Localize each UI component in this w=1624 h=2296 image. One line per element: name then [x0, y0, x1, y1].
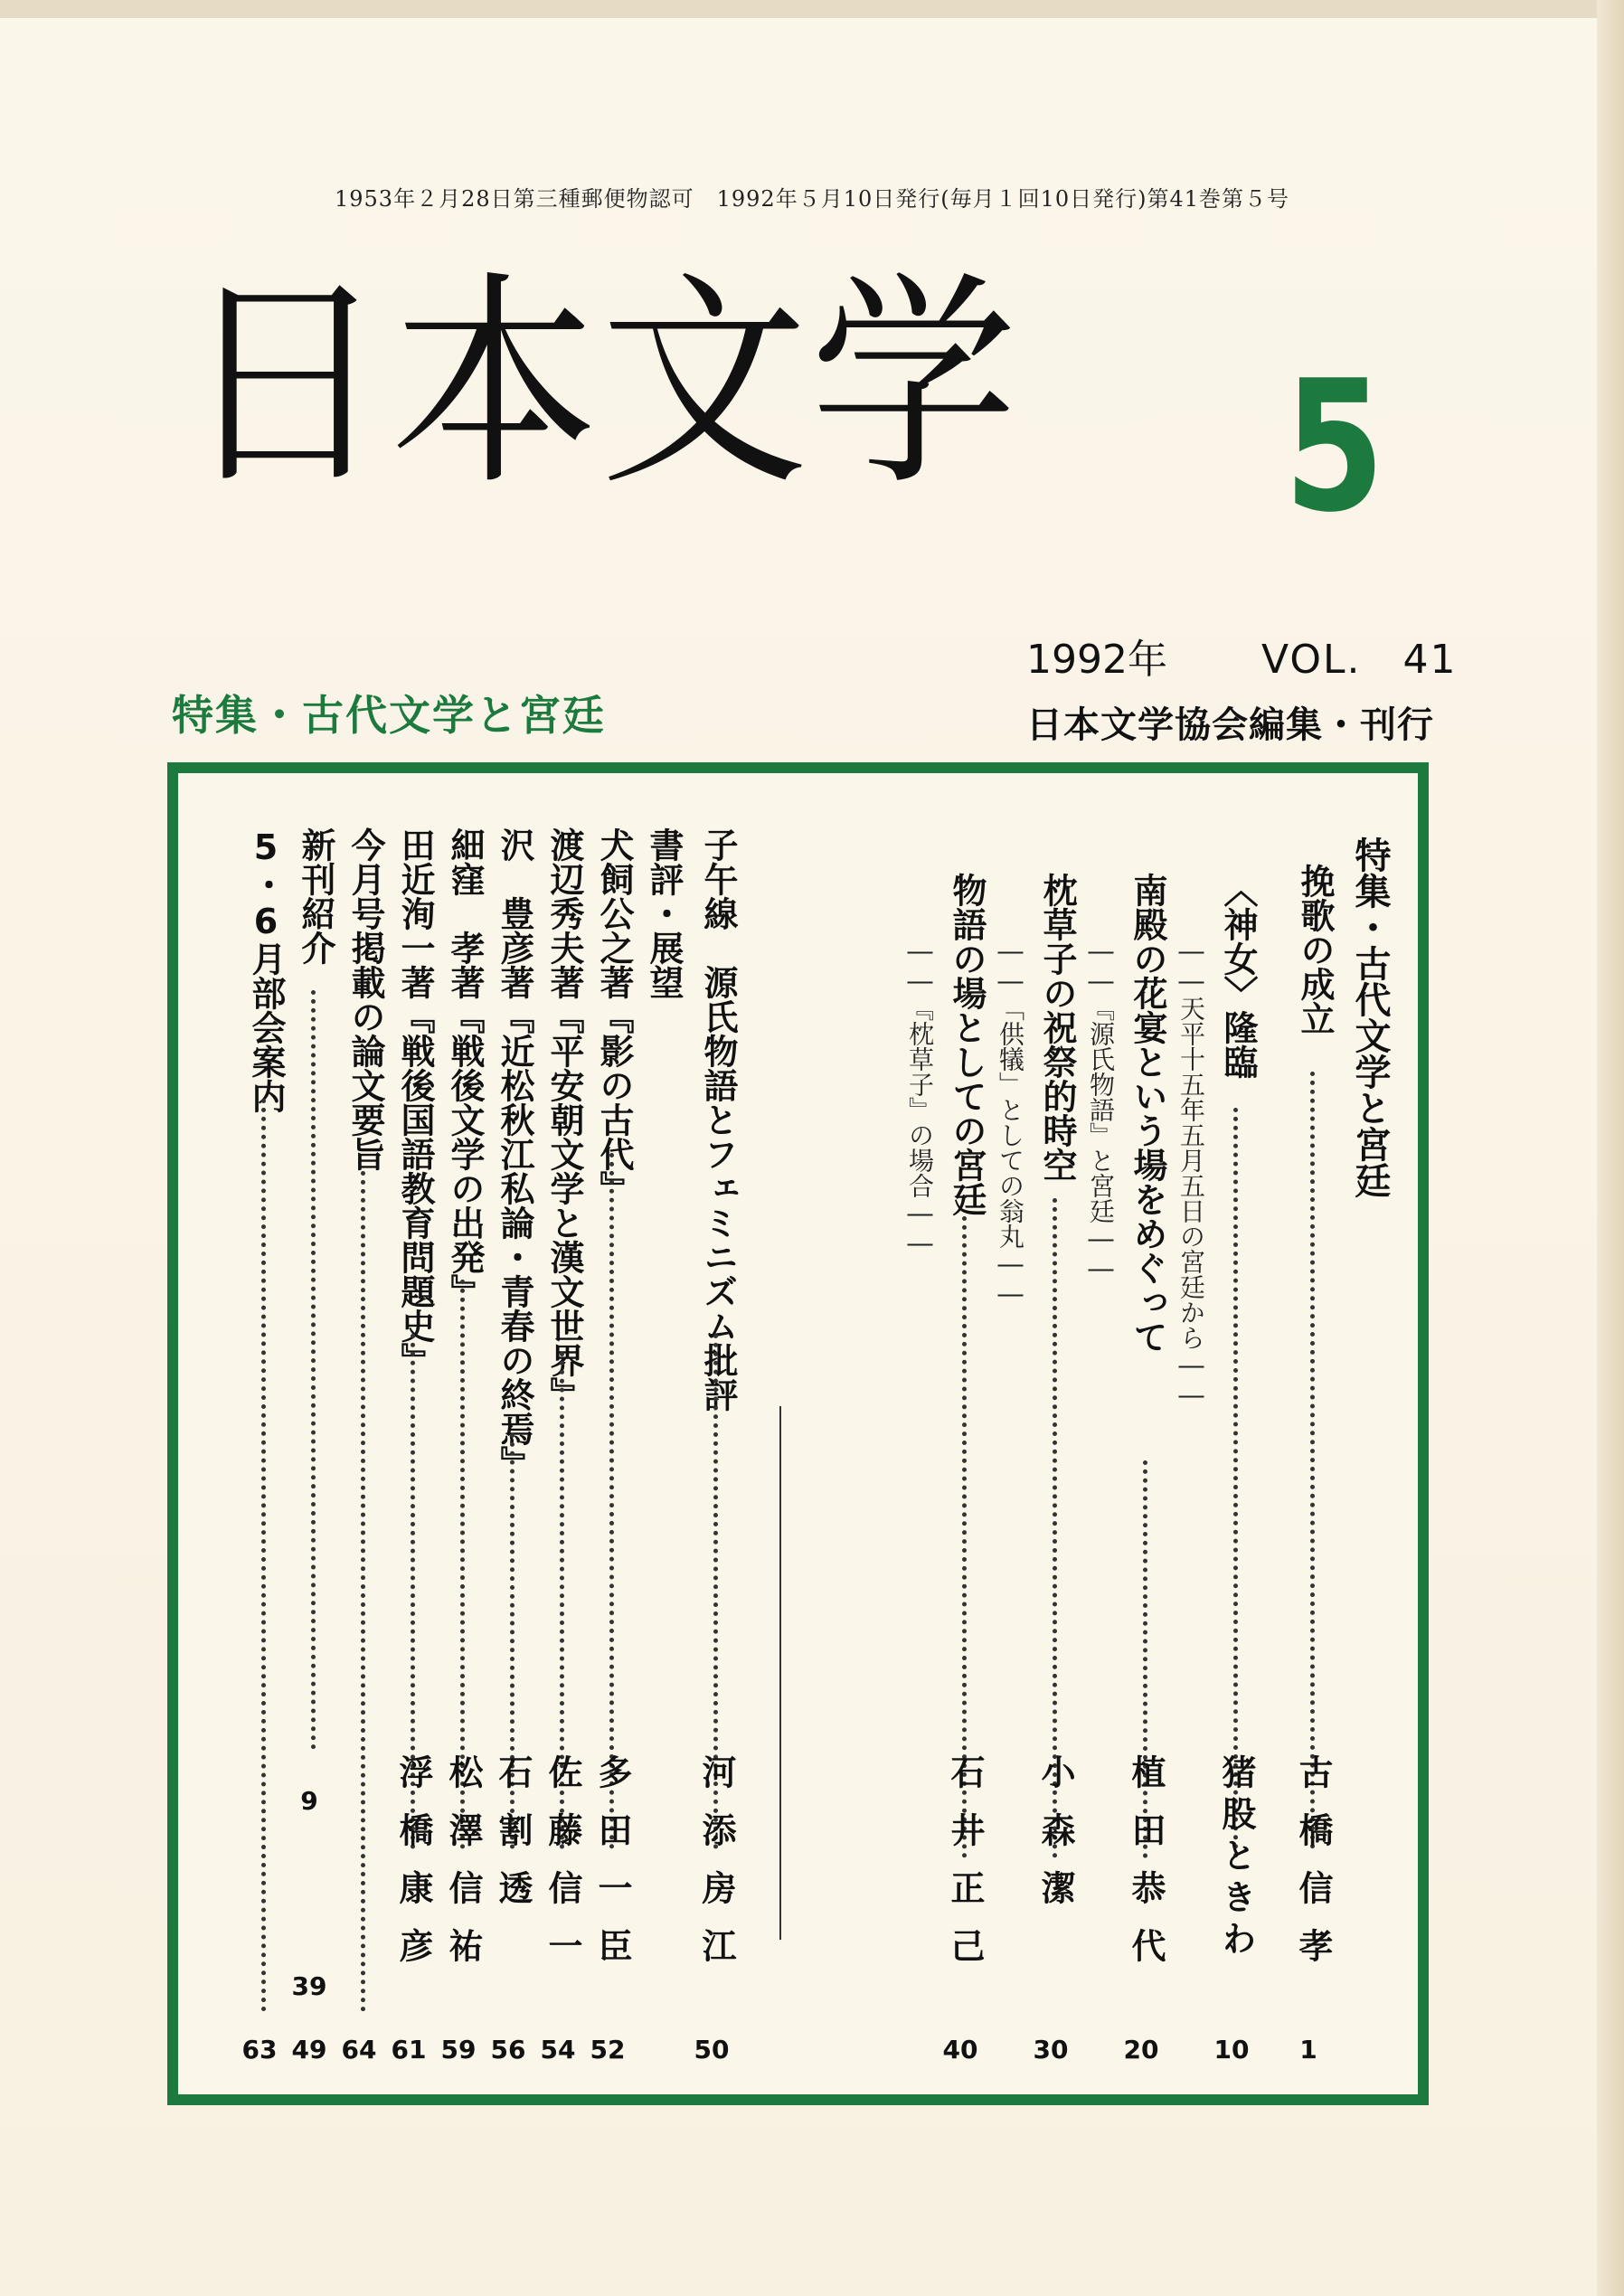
- toc-misc-page-start: 9: [300, 1786, 318, 1816]
- toc-review-author: 松澤信祐: [443, 1754, 483, 1986]
- toc-article-page: 10: [1213, 2035, 1250, 2065]
- toc-article-subtitle: ――『枕草子』の場合――: [905, 936, 935, 1258]
- toc-article-page: 20: [1123, 2035, 1159, 2065]
- toc-review-page: 61: [391, 2035, 427, 2065]
- toc-leader-dots: [1310, 1072, 1315, 1849]
- toc-article-title: 物語の場としての宮廷: [947, 873, 987, 1216]
- magazine-title: 日本文学: [181, 252, 1020, 515]
- toc-review-page: 59: [440, 2035, 477, 2065]
- toc-article-subtitle: ――『源氏物語』と宮廷――: [1086, 936, 1116, 1283]
- toc-review-title: 沢 豊彦著『近松秋江私論・青春の終焉』: [495, 827, 534, 1480]
- volume-number: VOL. 41: [1261, 637, 1458, 683]
- toc-article-author: 小森潔: [1035, 1754, 1075, 1928]
- toc-essay-page: 50: [694, 2035, 730, 2065]
- toc-review-page: 52: [590, 2035, 626, 2065]
- toc-review-author: 石割透: [493, 1754, 533, 1928]
- toc-review-title: 田近洵一著『戦後国語教育問題史』: [395, 827, 435, 1377]
- table-of-contents: [167, 762, 1429, 2105]
- toc-leader-dots: [609, 1153, 614, 1849]
- toc-article-title: 挽歌の成立: [1295, 864, 1335, 1035]
- toc-review-author: 佐藤信一: [543, 1754, 582, 1986]
- toc-leader-dots: [361, 1171, 365, 2012]
- toc-misc-page: 63: [241, 2035, 278, 2065]
- toc-article-author: 古橋信孝: [1293, 1754, 1333, 1986]
- toc-article-author: 植田恭代: [1126, 1754, 1166, 1986]
- toc-article-author: 猪股ときわ: [1216, 1754, 1256, 1962]
- toc-reviews-heading: 書評・展望: [644, 827, 684, 999]
- toc-article-subtitle: ――「供犠」としての翁丸――: [996, 936, 1025, 1309]
- toc-review-title: 渡辺秀夫著『平安朝文学と漢文世界』: [544, 827, 584, 1412]
- feature-banner: 特集・古代文学と宮廷: [172, 691, 606, 740]
- toc-article-page: 40: [942, 2035, 978, 2065]
- toc-article-title: 〈神女〉隆臨: [1218, 873, 1258, 1079]
- toc-article-title: 枕草子の祝祭的時空: [1037, 873, 1077, 1182]
- toc-leader-dots: [1233, 1108, 1238, 1858]
- toc-misc-page-mid: 39: [291, 1971, 327, 2001]
- publisher-line: 日本文学協会編集・刊行: [1026, 704, 1434, 746]
- toc-article-author: 石井正己: [945, 1754, 985, 1986]
- cover-edge-right: [1597, 0, 1624, 2296]
- toc-review-title: 犬飼公之著『影の古代』: [594, 827, 634, 1205]
- publication-year: 1992年: [1026, 637, 1167, 683]
- cover-edge-top: [0, 0, 1624, 18]
- toc-misc-title: 新刊紹介: [296, 827, 335, 965]
- toc-misc-page: 64: [341, 2035, 377, 2065]
- postal-imprint: 1953年２月28日第三種郵便物認可 1992年５月10日発行(毎月１回10日発行)第41巻第５号: [335, 186, 1290, 212]
- toc-review-page: 56: [490, 2035, 526, 2065]
- toc-misc-title: 今月号掲載の論文要旨: [345, 827, 385, 1171]
- toc-review-author: 多田一臣: [592, 1754, 632, 1986]
- toc-leader-dots: [311, 990, 316, 1750]
- toc-article-page: 1: [1299, 2035, 1317, 2065]
- section-separator: [779, 1406, 781, 1940]
- toc-feature-heading: 特集・古代文学と宮廷: [1349, 836, 1391, 1198]
- toc-misc-title: 5・6月部会案内: [246, 827, 286, 1113]
- toc-article-page: 30: [1033, 2035, 1069, 2065]
- toc-review-title: 細窪 孝著『戦後文学の出発』: [445, 827, 485, 1309]
- toc-misc-page: 49: [291, 2035, 327, 2065]
- toc-article-title: 南殿の花宴という場をめぐって: [1128, 873, 1167, 1354]
- toc-essay-author: 河添房江: [696, 1754, 736, 1986]
- toc-article-subtitle: ――天平十五年五月五日の宮廷から――: [1176, 936, 1206, 1410]
- toc-leader-dots: [261, 1099, 266, 2012]
- toc-essay-title: 子午線 源氏物語とフェミニズム批評: [698, 827, 738, 1412]
- toc-review-author: 浮橋康彦: [393, 1754, 433, 1986]
- issue-number: 5: [1284, 342, 1385, 553]
- toc-review-page: 54: [540, 2035, 576, 2065]
